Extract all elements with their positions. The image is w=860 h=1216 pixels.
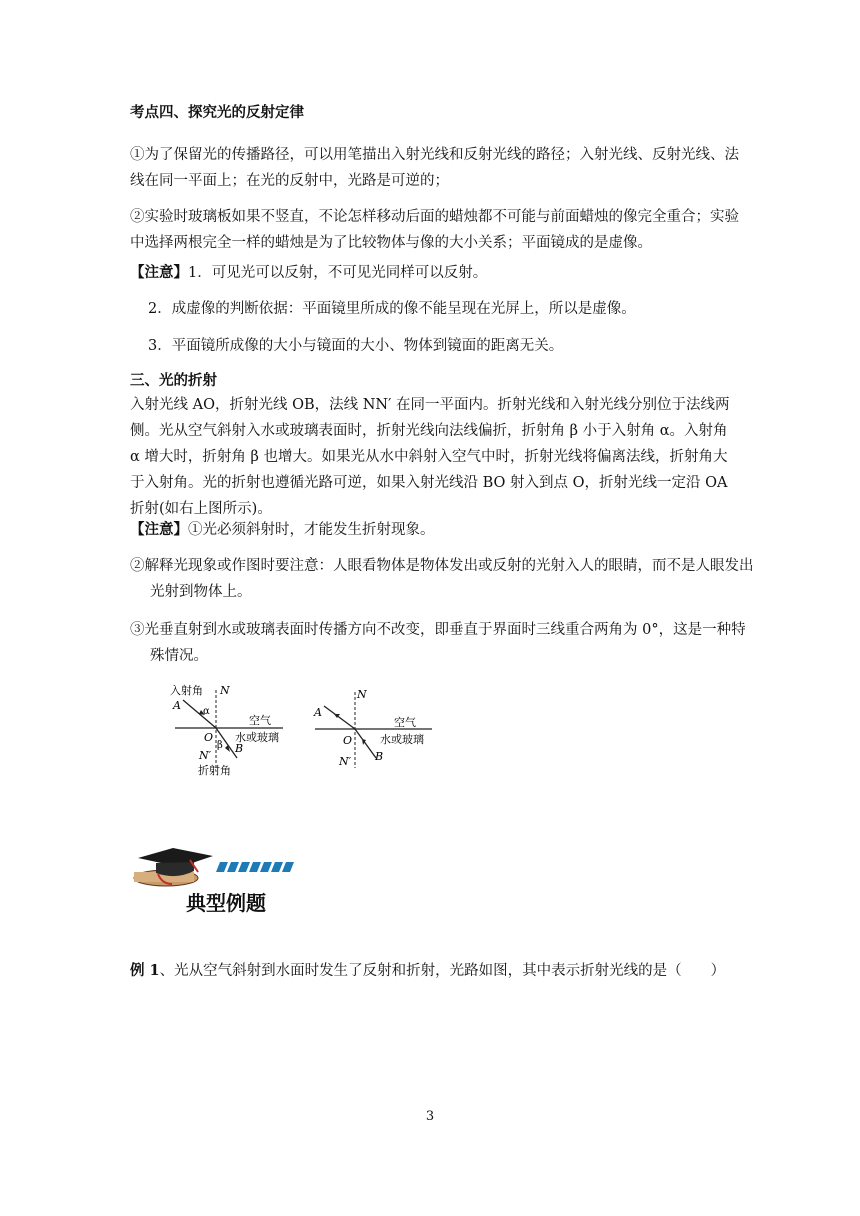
paragraph-reflection-2: ②实验时玻璃板如果不竖直，不论怎样移动后面的蜡烛都不可能与前面蜡烛的像完全重合；实验中选择两根完全一样的蜡烛是为了比较物体与像的大小关系；平面镜成的是虚像。 (130, 209, 739, 251)
refraction-note-1-text: ①光必须斜射时，才能发生折射现象。 (188, 522, 435, 538)
point-o-label-2: O (343, 734, 353, 747)
example-1 (130, 958, 740, 984)
note-2: 2．成虚像的判断依据：平面镜里所成的像不能呈现在光屏上，所以是虚像。 (148, 301, 636, 317)
example-label: 例 1 (130, 962, 160, 979)
refraction-diagram-1 (165, 682, 305, 780)
incident-angle-label: 入射角 (170, 684, 203, 697)
refraction-note-label: 【注意】 (130, 521, 188, 538)
section-3-title: 三、光的折射 (130, 372, 217, 389)
water-label-2: 水或玻璃 (380, 733, 424, 746)
point-a-label-2: A (314, 706, 322, 719)
point-b-label-2: B (375, 750, 384, 763)
point-b-label: B (235, 742, 244, 755)
note-label: 【注意】 (130, 264, 188, 281)
water-label: 水或玻璃 (235, 731, 279, 744)
refraction-note-2: ②解释光现象或作图时要注意：人眼看物体是物体发出或反射的光射入人的眼睛，而不是人眼发出光射到物体上。 (130, 558, 754, 600)
graduation-cap-icon (134, 848, 213, 886)
normal-n-label: N (220, 684, 230, 697)
air-label: 空气 (249, 714, 271, 727)
typical-examples-banner (128, 838, 303, 918)
beta-label: β (217, 740, 223, 751)
paragraph-refraction: 入射光线 AO，折射光线 OB，法线 NN′ 在同一平面内。折射光线和入射光线分别位于法线两侧。光从空气斜射入水或玻璃表面时，折射光线向法线偏折，折射角 β 小于入射角 α。入射角 α 增大时，折射角 β 也增大。如果光从水中斜射入空气中时，折射光线将偏离法线，折射角大于入射角。光的折射也遵循光路可逆，如果入射光线沿 BO 射入到点 O，折射光线一定沿 OA 折射(如右上图所示)。 (130, 397, 730, 517)
normal-n-label-2: N (357, 688, 367, 701)
section-4-title: 考点四、探究光的反射定律 (130, 104, 304, 121)
refraction-note-1 (130, 517, 740, 543)
normal-n-prime-label: N′ (199, 749, 212, 762)
normal-n-prime-label-2: N′ (339, 755, 352, 768)
refraction-note-3: ③光垂直射到水或玻璃表面时传播方向不改变，即垂直于界面时三线重合两角为 0°，这是一种特殊情况。 (130, 622, 746, 664)
point-o-label: O (204, 731, 214, 744)
air-label-2: 空气 (394, 716, 416, 729)
note-1 (130, 260, 740, 286)
page-number: 3 (425, 1109, 435, 1124)
refraction-diagram-2 (310, 688, 445, 773)
note-1-text: 1．可见光可以反射，不可见光同样可以反射。 (188, 265, 488, 281)
paragraph-reflection-1: ①为了保留光的传播路径，可以用笔描出入射光线和反射光线的路径；入射光线、反射光线、法线在同一平面上；在光的反射中，光路是可逆的； (130, 147, 739, 189)
refract-angle-label: 折射角 (198, 764, 231, 777)
example-text: 、光从空气斜射到水面时发生了反射和折射，光路如图，其中表示折射光线的是（ ） (159, 963, 726, 979)
banner-title: 典型例题 (186, 891, 266, 915)
point-a-label: A (173, 699, 181, 712)
banner-stripes (216, 862, 294, 872)
alpha-label: α (203, 706, 210, 717)
note-3: 3．平面镜所成像的大小与镜面的大小、物体到镜面的距离无关。 (148, 338, 564, 354)
